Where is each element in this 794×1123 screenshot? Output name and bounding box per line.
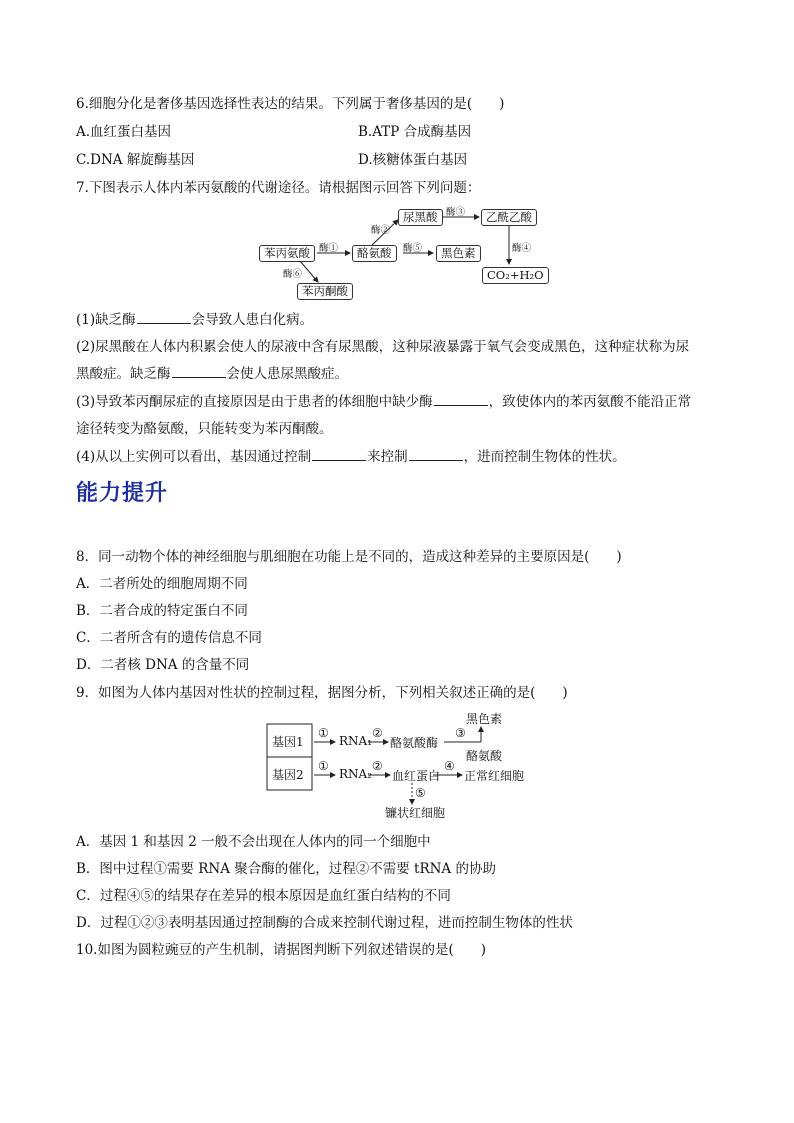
hemoglobin-label: 血红蛋白: [392, 769, 441, 783]
q6-stem: 6.细胞分化是奢侈基因选择性表达的结果。下列属于奢侈基因的是( ): [76, 96, 505, 112]
step-2-gene2-label: ②: [372, 759, 383, 773]
tyrosinase-label: 酪氨酸酶: [390, 736, 439, 750]
q9-option-a: A．基因 1 和基因 2 一般不会出现在人体内的同一个细胞中: [76, 834, 431, 850]
q7-part3-post: ，致使体内的苯丙氨酸不能沿正常: [488, 394, 692, 410]
q6-option-a: A.血红蛋白基因: [76, 124, 172, 140]
gene-1-label: 基因1: [272, 735, 304, 749]
q8-stem: 8．同一动物个体的神经细胞与肌细胞在功能上是不同的，造成这种差异的主要原因是( ): [76, 549, 622, 565]
step-2-gene1-label: ②: [372, 726, 383, 740]
enzyme-2-label: 酶②: [371, 225, 391, 236]
q6-option-b: B.ATP 合成酶基因: [358, 124, 472, 140]
step-3-label: ③: [455, 726, 466, 740]
q8-option-a: A．二者所处的细胞周期不同: [76, 576, 248, 592]
enzyme-5-label: 酶⑤: [403, 243, 423, 254]
q7-part1-post: 会导致人患白化病。: [191, 312, 314, 328]
q7-stem: 7.下图表示人体内苯丙氨酸的代谢途径。请根据图示回答下列问题：: [76, 180, 481, 196]
normal-rbc-label: 正常红细胞: [464, 769, 525, 783]
q7-part2-line1: (2)尿黑酸在人体内积累会使人的尿液中含有尿黑酸，这种尿液暴露于氧气会变成黑色，这种症状称为尿: [76, 339, 690, 355]
node-phenylalanine: 苯丙氨酸: [259, 245, 315, 262]
node-co2-h2o: CO₂+H₂O: [482, 267, 549, 284]
enzyme-1-label: 酶①: [319, 243, 339, 254]
node-acetoacetic-acid: 乙酰乙酸: [481, 209, 537, 226]
rna1-label: RNA₁: [339, 734, 373, 748]
q9-option-b: B．图中过程①需要 RNA 聚合酶的催化，过程②不需要 tRNA 的协助: [76, 861, 496, 877]
q6-option-c: C.DNA 解旋酶基因: [76, 152, 195, 168]
step-1-gene1-label: ①: [318, 726, 329, 740]
q7-part4-mid: 来控制: [367, 449, 408, 465]
q8-option-b: B．二者合成的特定蛋白不同: [76, 603, 248, 619]
node-phenylpyruvic-acid: 苯丙酮酸: [297, 283, 353, 300]
q7-part4-post: ，进而控制生物体的性状。: [463, 449, 626, 465]
sickle-cell-label: 镰状红细胞: [385, 806, 446, 820]
q7-part1-pre: (1)缺乏酶: [76, 312, 136, 328]
step-1-gene2-label: ①: [318, 759, 329, 773]
q6-option-d: D.核糖体蛋白基因: [358, 152, 468, 168]
q9-option-c: C．过程④⑤的结果存在差异的根本原因是血红蛋白结构的不同: [76, 888, 451, 904]
q7-part2-pre: 黑酸症。缺乏酶: [76, 366, 171, 382]
node-melanin: 黑色素: [436, 245, 481, 262]
q7-part3-pre: (3)导致苯丙酮尿症的直接原因是由于患者的体细胞中缺少酶: [76, 394, 433, 410]
q7-part4-pre: (4)从以上实例可以看出，基因通过控制: [76, 449, 312, 465]
step-4-label: ④: [444, 759, 455, 773]
q10-stem: 10.如图为圆粒豌豆的产生机制，请据图判断下列叙述错误的是( ): [76, 942, 487, 958]
rna2-label: RNA₂: [339, 767, 373, 781]
section-title: 能力提升: [76, 481, 169, 506]
q7-part3-line2: 途径转变为酪氨酸，只能转变为苯丙酮酸。: [76, 421, 333, 437]
node-tyrosine: 酪氨酸: [352, 245, 397, 262]
q8-option-d: D．二者核 DNA 的含量不同: [76, 657, 250, 673]
enzyme-3-label: 酶③: [446, 207, 466, 218]
melanin-label: 黑色素: [466, 712, 503, 726]
q9-option-d: D．过程①②③表明基因通过控制酶的合成来控制代谢过程，进而控制生物体的性状: [76, 915, 573, 931]
q7-part2-post: 会使人患尿黑酸症。: [226, 366, 348, 382]
q9-stem: 9．如图为人体内基因对性状的控制过程，据图分析，下列相关叙述正确的是( ): [76, 685, 568, 701]
node-homogentisic-acid: 尿黑酸: [398, 209, 443, 226]
tyrosine-label: 酪氨酸: [466, 749, 503, 763]
enzyme-4-label: 酶④: [512, 243, 532, 254]
enzyme-6-label: 酶⑥: [283, 269, 303, 280]
gene-2-label: 基因2: [272, 768, 304, 782]
q8-option-c: C．二者所含有的遗传信息不同: [76, 630, 262, 646]
step-5-label: ⑤: [415, 786, 426, 800]
